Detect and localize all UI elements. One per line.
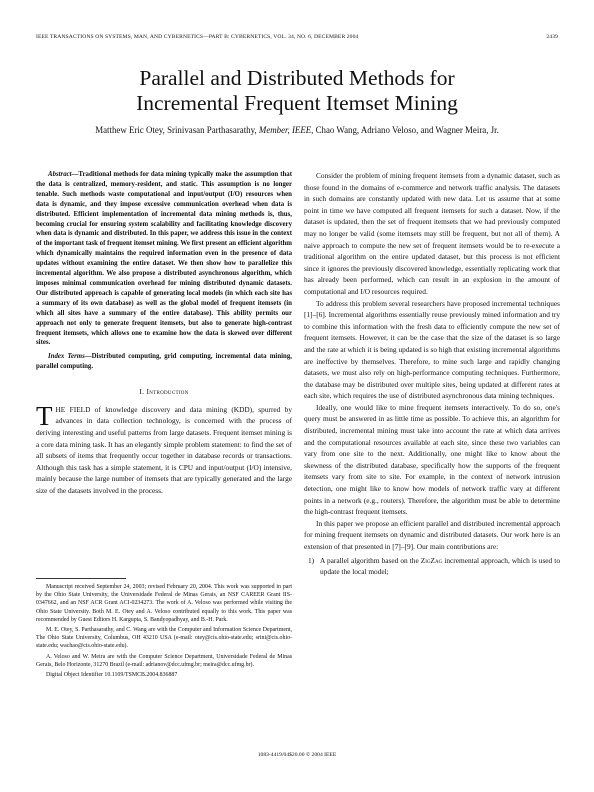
authors-part-2: , Chao Wang, Adriano Veloso, and Wagner Meira, Jr.	[311, 125, 499, 135]
left-column	[36, 170, 292, 496]
footnote-rule	[36, 578, 126, 579]
paper-title	[36, 66, 558, 116]
section-heading-introduction	[36, 386, 292, 398]
list-item-zigzag: ZigZag	[420, 555, 443, 565]
footnote-manuscript: Manuscript received September 24, 2003; revised February 20, 2004. This work was supported in part by the Ohio State University, the Universidade Federal de Minas Gerais, an NSF CAREER Grant IIS-0347662, and an NSF ACR Grant ACI-0234273. The work of A. Veloso was performed while visiting the Ohio State University. Both M. E. Otey and A. Veloso contributed equally to this work. This paper was recommended by Guest Editors H. Kargupta, S. Bandyopadhyay, and B.-H. Park.	[36, 584, 292, 623]
index-terms	[36, 352, 292, 372]
author-membership: Member, IEEE	[258, 125, 312, 135]
author-list	[36, 125, 558, 135]
footnote-affiliation-osu: M. E. Otey, S. Parthasarathy, and C. Wang are with the Computer and Information Science Department, The Ohio State University, Columbus, OH 43210 USA (e-mail: otey@cis.ohio-state.edu; srini@cis.ohio-state.edu; wachao@cis.ohio-state.edu).	[36, 627, 292, 650]
abstract-text: Traditional methods for data mining typically make the assumption that the data is centralized, memory-resident, and static. This assumption is no longer tenable. Such methods waste computational and input/output (I/O) resources when data is dynamic, and they impose excessive communication overhead when data is distributed. Efficient implementation of incremental data mining methods is, thus, becoming crucial for ensuring system scalability and facilitating knowledge discovery when data is dynamic and distributed. In this paper, we address this issue in the context of the important task of frequent itemset mining. We first present an efficient algorithm which dynamically maintains the required information even in the presence of data updates without examining the entire dataset. We then show how to parallelize this incremental algorithm. We also propose a distributed asynchronous algorithm, which imposes minimal communication overhead for mining distributed dynamic datasets. Our distributed approach is capable of generating local models (in which each site has a summary of its own database) as well as the global model of frequent itemsets (in which all sites have a summary of the entire database). This ability permits our approach not only to generate frequent itemsets, but also to generate high-contrast frequent itemsets, which allows one to examine how the data is skewed over different sites.	[36, 171, 292, 347]
body-paragraph-4: In this paper we propose an efficient parallel and distributed incremental approach for mining frequent itemsets on dynamic and distributed datasets. Our work here is an extension of that presented in [7]–[9]. Our main contributions are:	[304, 518, 560, 551]
list-item	[304, 555, 560, 578]
section-numeral: I.	[139, 387, 145, 397]
copyright-footer: 1083-4419/04$20.00 © 2004 IEEE	[257, 752, 337, 758]
running-head-journal: IEEE TRANSACTIONS ON SYSTEMS, MAN, AND CYBERNETICS—PART B: CYBERNETICS, VOL. 34, NO. 6, DECEMBER 2004	[36, 34, 359, 40]
title-line-2: Incremental Frequent Itemset Mining	[136, 91, 458, 115]
intro-paragraph-1-text: FIELD of knowledge discovery and data mining (KDD), spurred by advances in data collection technology, is concerned with the process of deriving interesting and useful patterns from large datasets. Frequent itemset mining is a core data mining task. It has an elegantly simple problem statement: to find the set of all subsets of items that frequently occur together in database records or transactions. Although this task has a simple statement, it is CPU and input/output (I/O) intensive, mainly because the large number of itemsets that are typically generated and the large size of the datasets involved in the process.	[36, 404, 292, 495]
index-terms-text: Distributed computing, grid computing, incremental data mining, parallel computing.	[36, 353, 292, 371]
page-number: 2439	[546, 34, 558, 40]
list-item-text-pre: A parallel algorithm based on the	[320, 555, 421, 565]
body-paragraph-3: Ideally, one would like to mine frequent itemsets interactively. To do so, one's query must be answered in as little time as possible. To achieve this, an algorithm for distributed, incremental mining must take into account the rate at which data arrives and the computational resources available at each site, since these two variables can vary from one site to the next. Additionally, one might like to know about the skewness of the distributed database, specifically how the supports of the frequent itemsets vary from site to site. For example, in the context of network intrusion detection, one might like to know how models of network traffic vary at different points in a network (e.g., routers). Therefore, the algorithm must be able to determine the high-contrast frequent itemsets.	[304, 402, 560, 517]
body-paragraph-1: Consider the problem of mining frequent itemsets from a dynamic dataset, such as those found in the domains of e-commerce and network traffic analysis. The datasets in such domains are constantly updated with new data. Let us assume that at some point in time we have computed all frequent itemsets for such a dataset. Now, if the dataset is updated, then the set of frequent itemsets that we had previously computed may no longer be valid (some itemsets may still be frequent, but not all of them). A naive approach to compute the new set of frequent itemsets would be to re-execute a traditional algorithm on the entire updated dataset, but this process is not efficient since it ignores the previously discovered knowledge, essentially replicating work that has already been performed, which can result in an explosion in the amount of computational and I/O resources required.	[304, 171, 560, 296]
index-terms-lead: Index Terms—	[48, 353, 92, 361]
list-item-text-post: incremental approach, which is used to update the local model;	[320, 555, 560, 577]
abstract-lead: Abstract—	[48, 171, 79, 178]
footnote-doi: Digital Object Identifier 10.1109/TSMCB.2004.836887	[46, 672, 178, 679]
abstract	[36, 170, 292, 348]
intro-paragraph-1	[36, 400, 292, 497]
footnote-affiliation-ufmg: A. Veloso and W. Meira are with the Computer Science Department, Universidade Federal de Minas Gerais, Belo Horizonte, 31270 Brazil (e-mail: adrianov@dcc.ufmg.br; meira@dcc.ufmg.br).	[36, 653, 292, 668]
right-column	[304, 170, 560, 578]
authors-part-1: Matthew Eric Otey, Srinivasan Parthasarathy,	[95, 125, 257, 135]
contributions-list	[304, 555, 560, 578]
list-item-number: 1)	[308, 555, 315, 565]
drop-cap: T	[36, 400, 53, 431]
title-line-1: Parallel and Distributed Methods for	[139, 66, 455, 90]
footnotes	[36, 578, 292, 681]
body-paragraph-2: To address this problem several researchers have proposed incremental techniques [1]–[6]. Incremental algorithms essentially reuse previously mined information and try to combine this information with the fresh data to efficiently compute the new set of frequent itemsets. However, it can be the case that the size of the dataset is so large and the rate at which it is being updated is so high that existing incremental algorithms are ineffective by themselves. Therefore, to mine such large and rapidly changing datasets, we must also rely on high-performance computing techniques. Furthermore, the database may be distributed over multiple sites, being updated at different rates at each site, which requires the use of distributed asynchronous data mining techniques.	[304, 298, 560, 401]
running-head	[36, 34, 558, 40]
section-title: Introduction	[146, 387, 189, 397]
intro-first-word: HE	[55, 404, 66, 414]
